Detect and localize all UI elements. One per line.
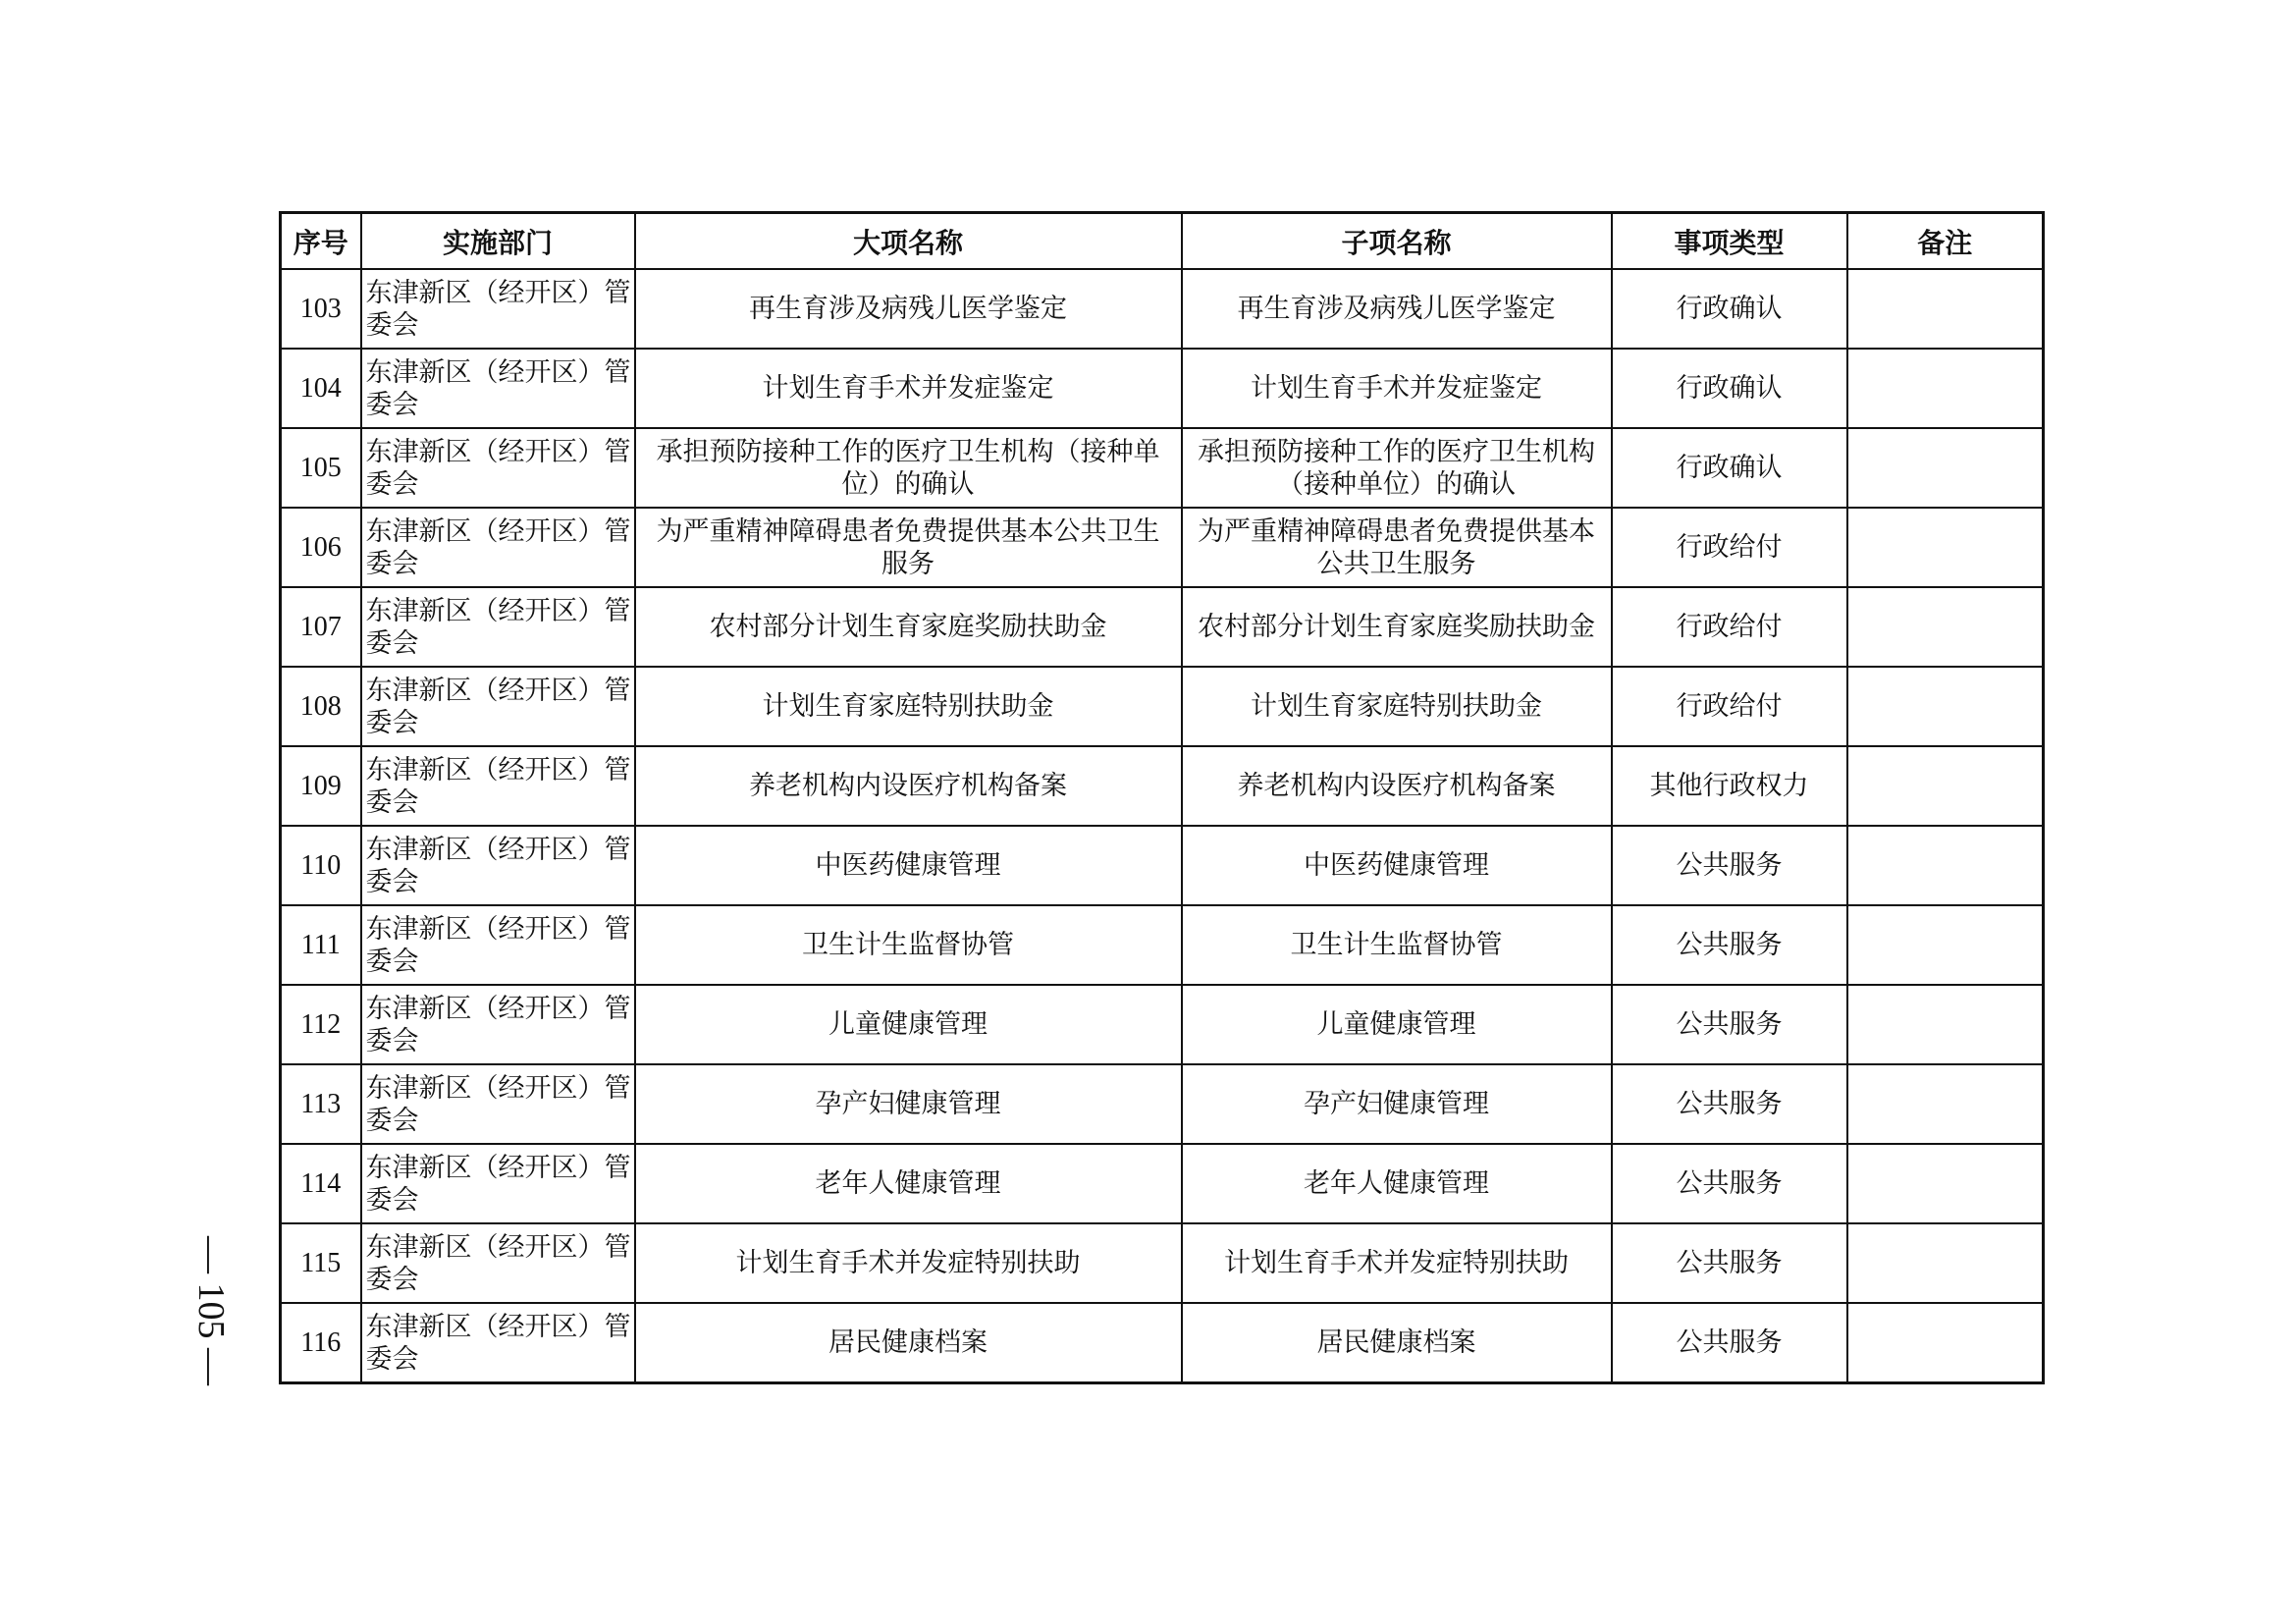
cell-major-item: 老年人健康管理 xyxy=(635,1144,1182,1223)
table-row xyxy=(281,428,2044,508)
cell-seq: 116 xyxy=(281,1303,361,1383)
cell-seq: 115 xyxy=(281,1223,361,1303)
cell-seq: 108 xyxy=(281,667,361,746)
cell-seq: 110 xyxy=(281,826,361,905)
cell-remarks xyxy=(1847,428,2044,508)
cell-sub-item: 孕产妇健康管理 xyxy=(1182,1064,1612,1144)
header-department: 实施部门 xyxy=(361,213,635,270)
cell-remarks xyxy=(1847,1144,2044,1223)
cell-remarks xyxy=(1847,826,2044,905)
cell-sub-item: 老年人健康管理 xyxy=(1182,1144,1612,1223)
cell-major-item: 计划生育家庭特别扶助金 xyxy=(635,667,1182,746)
cell-seq: 106 xyxy=(281,508,361,587)
cell-seq: 105 xyxy=(281,428,361,508)
cell-department: 东津新区（经开区）管委会 xyxy=(361,1303,635,1383)
cell-item-type: 其他行政权力 xyxy=(1612,746,1847,826)
cell-item-type: 公共服务 xyxy=(1612,826,1847,905)
cell-seq: 112 xyxy=(281,985,361,1064)
cell-sub-item: 儿童健康管理 xyxy=(1182,985,1612,1064)
cell-item-type: 公共服务 xyxy=(1612,905,1847,985)
header-item-type: 事项类型 xyxy=(1612,213,1847,270)
cell-item-type: 行政确认 xyxy=(1612,269,1847,349)
cell-major-item: 农村部分计划生育家庭奖励扶助金 xyxy=(635,587,1182,667)
cell-remarks xyxy=(1847,1064,2044,1144)
cell-sub-item: 计划生育手术并发症鉴定 xyxy=(1182,349,1612,428)
cell-item-type: 行政给付 xyxy=(1612,508,1847,587)
cell-department: 东津新区（经开区）管委会 xyxy=(361,1144,635,1223)
cell-remarks xyxy=(1847,349,2044,428)
cell-major-item: 养老机构内设医疗机构备案 xyxy=(635,746,1182,826)
service-items-table-wrapper xyxy=(279,211,2042,1384)
table-row xyxy=(281,1144,2044,1223)
cell-major-item: 孕产妇健康管理 xyxy=(635,1064,1182,1144)
header-remarks: 备注 xyxy=(1847,213,2044,270)
cell-sub-item: 中医药健康管理 xyxy=(1182,826,1612,905)
cell-department: 东津新区（经开区）管委会 xyxy=(361,667,635,746)
cell-item-type: 公共服务 xyxy=(1612,1303,1847,1383)
cell-remarks xyxy=(1847,667,2044,746)
cell-remarks xyxy=(1847,1303,2044,1383)
cell-sub-item: 为严重精神障碍患者免费提供基本公共卫生服务 xyxy=(1182,508,1612,587)
cell-department: 东津新区（经开区）管委会 xyxy=(361,428,635,508)
page-number-text: — 105 — xyxy=(190,1236,232,1385)
header-major-item: 大项名称 xyxy=(635,213,1182,270)
table-header-row xyxy=(281,213,2044,270)
cell-sub-item: 居民健康档案 xyxy=(1182,1303,1612,1383)
cell-sub-item: 农村部分计划生育家庭奖励扶助金 xyxy=(1182,587,1612,667)
cell-remarks xyxy=(1847,508,2044,587)
cell-department: 东津新区（经开区）管委会 xyxy=(361,905,635,985)
cell-department: 东津新区（经开区）管委会 xyxy=(361,826,635,905)
cell-major-item: 卫生计生监督协管 xyxy=(635,905,1182,985)
cell-major-item: 为严重精神障碍患者免费提供基本公共卫生服务 xyxy=(635,508,1182,587)
table-row xyxy=(281,587,2044,667)
table-row xyxy=(281,746,2044,826)
table-row xyxy=(281,349,2044,428)
cell-sub-item: 计划生育家庭特别扶助金 xyxy=(1182,667,1612,746)
cell-item-type: 公共服务 xyxy=(1612,1223,1847,1303)
cell-department: 东津新区（经开区）管委会 xyxy=(361,269,635,349)
cell-department: 东津新区（经开区）管委会 xyxy=(361,746,635,826)
table-row xyxy=(281,1223,2044,1303)
cell-department: 东津新区（经开区）管委会 xyxy=(361,349,635,428)
cell-major-item: 计划生育手术并发症特别扶助 xyxy=(635,1223,1182,1303)
cell-remarks xyxy=(1847,587,2044,667)
cell-item-type: 行政给付 xyxy=(1612,587,1847,667)
table-row xyxy=(281,667,2044,746)
cell-department: 东津新区（经开区）管委会 xyxy=(361,985,635,1064)
cell-department: 东津新区（经开区）管委会 xyxy=(361,587,635,667)
cell-sub-item: 再生育涉及病残儿医学鉴定 xyxy=(1182,269,1612,349)
cell-seq: 113 xyxy=(281,1064,361,1144)
cell-remarks xyxy=(1847,905,2044,985)
cell-remarks xyxy=(1847,746,2044,826)
cell-item-type: 行政给付 xyxy=(1612,667,1847,746)
header-sub-item: 子项名称 xyxy=(1182,213,1612,270)
cell-sub-item: 计划生育手术并发症特别扶助 xyxy=(1182,1223,1612,1303)
page-number xyxy=(167,1222,255,1399)
cell-seq: 103 xyxy=(281,269,361,349)
cell-remarks xyxy=(1847,269,2044,349)
cell-seq: 104 xyxy=(281,349,361,428)
cell-seq: 111 xyxy=(281,905,361,985)
cell-sub-item: 承担预防接种工作的医疗卫生机构（接种单位）的确认 xyxy=(1182,428,1612,508)
cell-major-item: 儿童健康管理 xyxy=(635,985,1182,1064)
table-row xyxy=(281,826,2044,905)
cell-remarks xyxy=(1847,985,2044,1064)
cell-remarks xyxy=(1847,1223,2044,1303)
cell-sub-item: 卫生计生监督协管 xyxy=(1182,905,1612,985)
cell-seq: 114 xyxy=(281,1144,361,1223)
cell-major-item: 中医药健康管理 xyxy=(635,826,1182,905)
cell-department: 东津新区（经开区）管委会 xyxy=(361,508,635,587)
cell-sub-item: 养老机构内设医疗机构备案 xyxy=(1182,746,1612,826)
cell-item-type: 公共服务 xyxy=(1612,1064,1847,1144)
cell-major-item: 承担预防接种工作的医疗卫生机构（接种单位）的确认 xyxy=(635,428,1182,508)
cell-department: 东津新区（经开区）管委会 xyxy=(361,1223,635,1303)
table-body xyxy=(281,269,2044,1383)
cell-item-type: 公共服务 xyxy=(1612,985,1847,1064)
cell-major-item: 再生育涉及病残儿医学鉴定 xyxy=(635,269,1182,349)
cell-major-item: 计划生育手术并发症鉴定 xyxy=(635,349,1182,428)
cell-item-type: 行政确认 xyxy=(1612,428,1847,508)
cell-major-item: 居民健康档案 xyxy=(635,1303,1182,1383)
cell-seq: 109 xyxy=(281,746,361,826)
table-row xyxy=(281,1064,2044,1144)
service-items-table xyxy=(279,211,2045,1384)
table-row xyxy=(281,985,2044,1064)
table-row xyxy=(281,269,2044,349)
cell-seq: 107 xyxy=(281,587,361,667)
table-row xyxy=(281,1303,2044,1383)
table-row xyxy=(281,905,2044,985)
table-row xyxy=(281,508,2044,587)
cell-department: 东津新区（经开区）管委会 xyxy=(361,1064,635,1144)
header-seq: 序号 xyxy=(281,213,361,270)
cell-item-type: 公共服务 xyxy=(1612,1144,1847,1223)
cell-item-type: 行政确认 xyxy=(1612,349,1847,428)
